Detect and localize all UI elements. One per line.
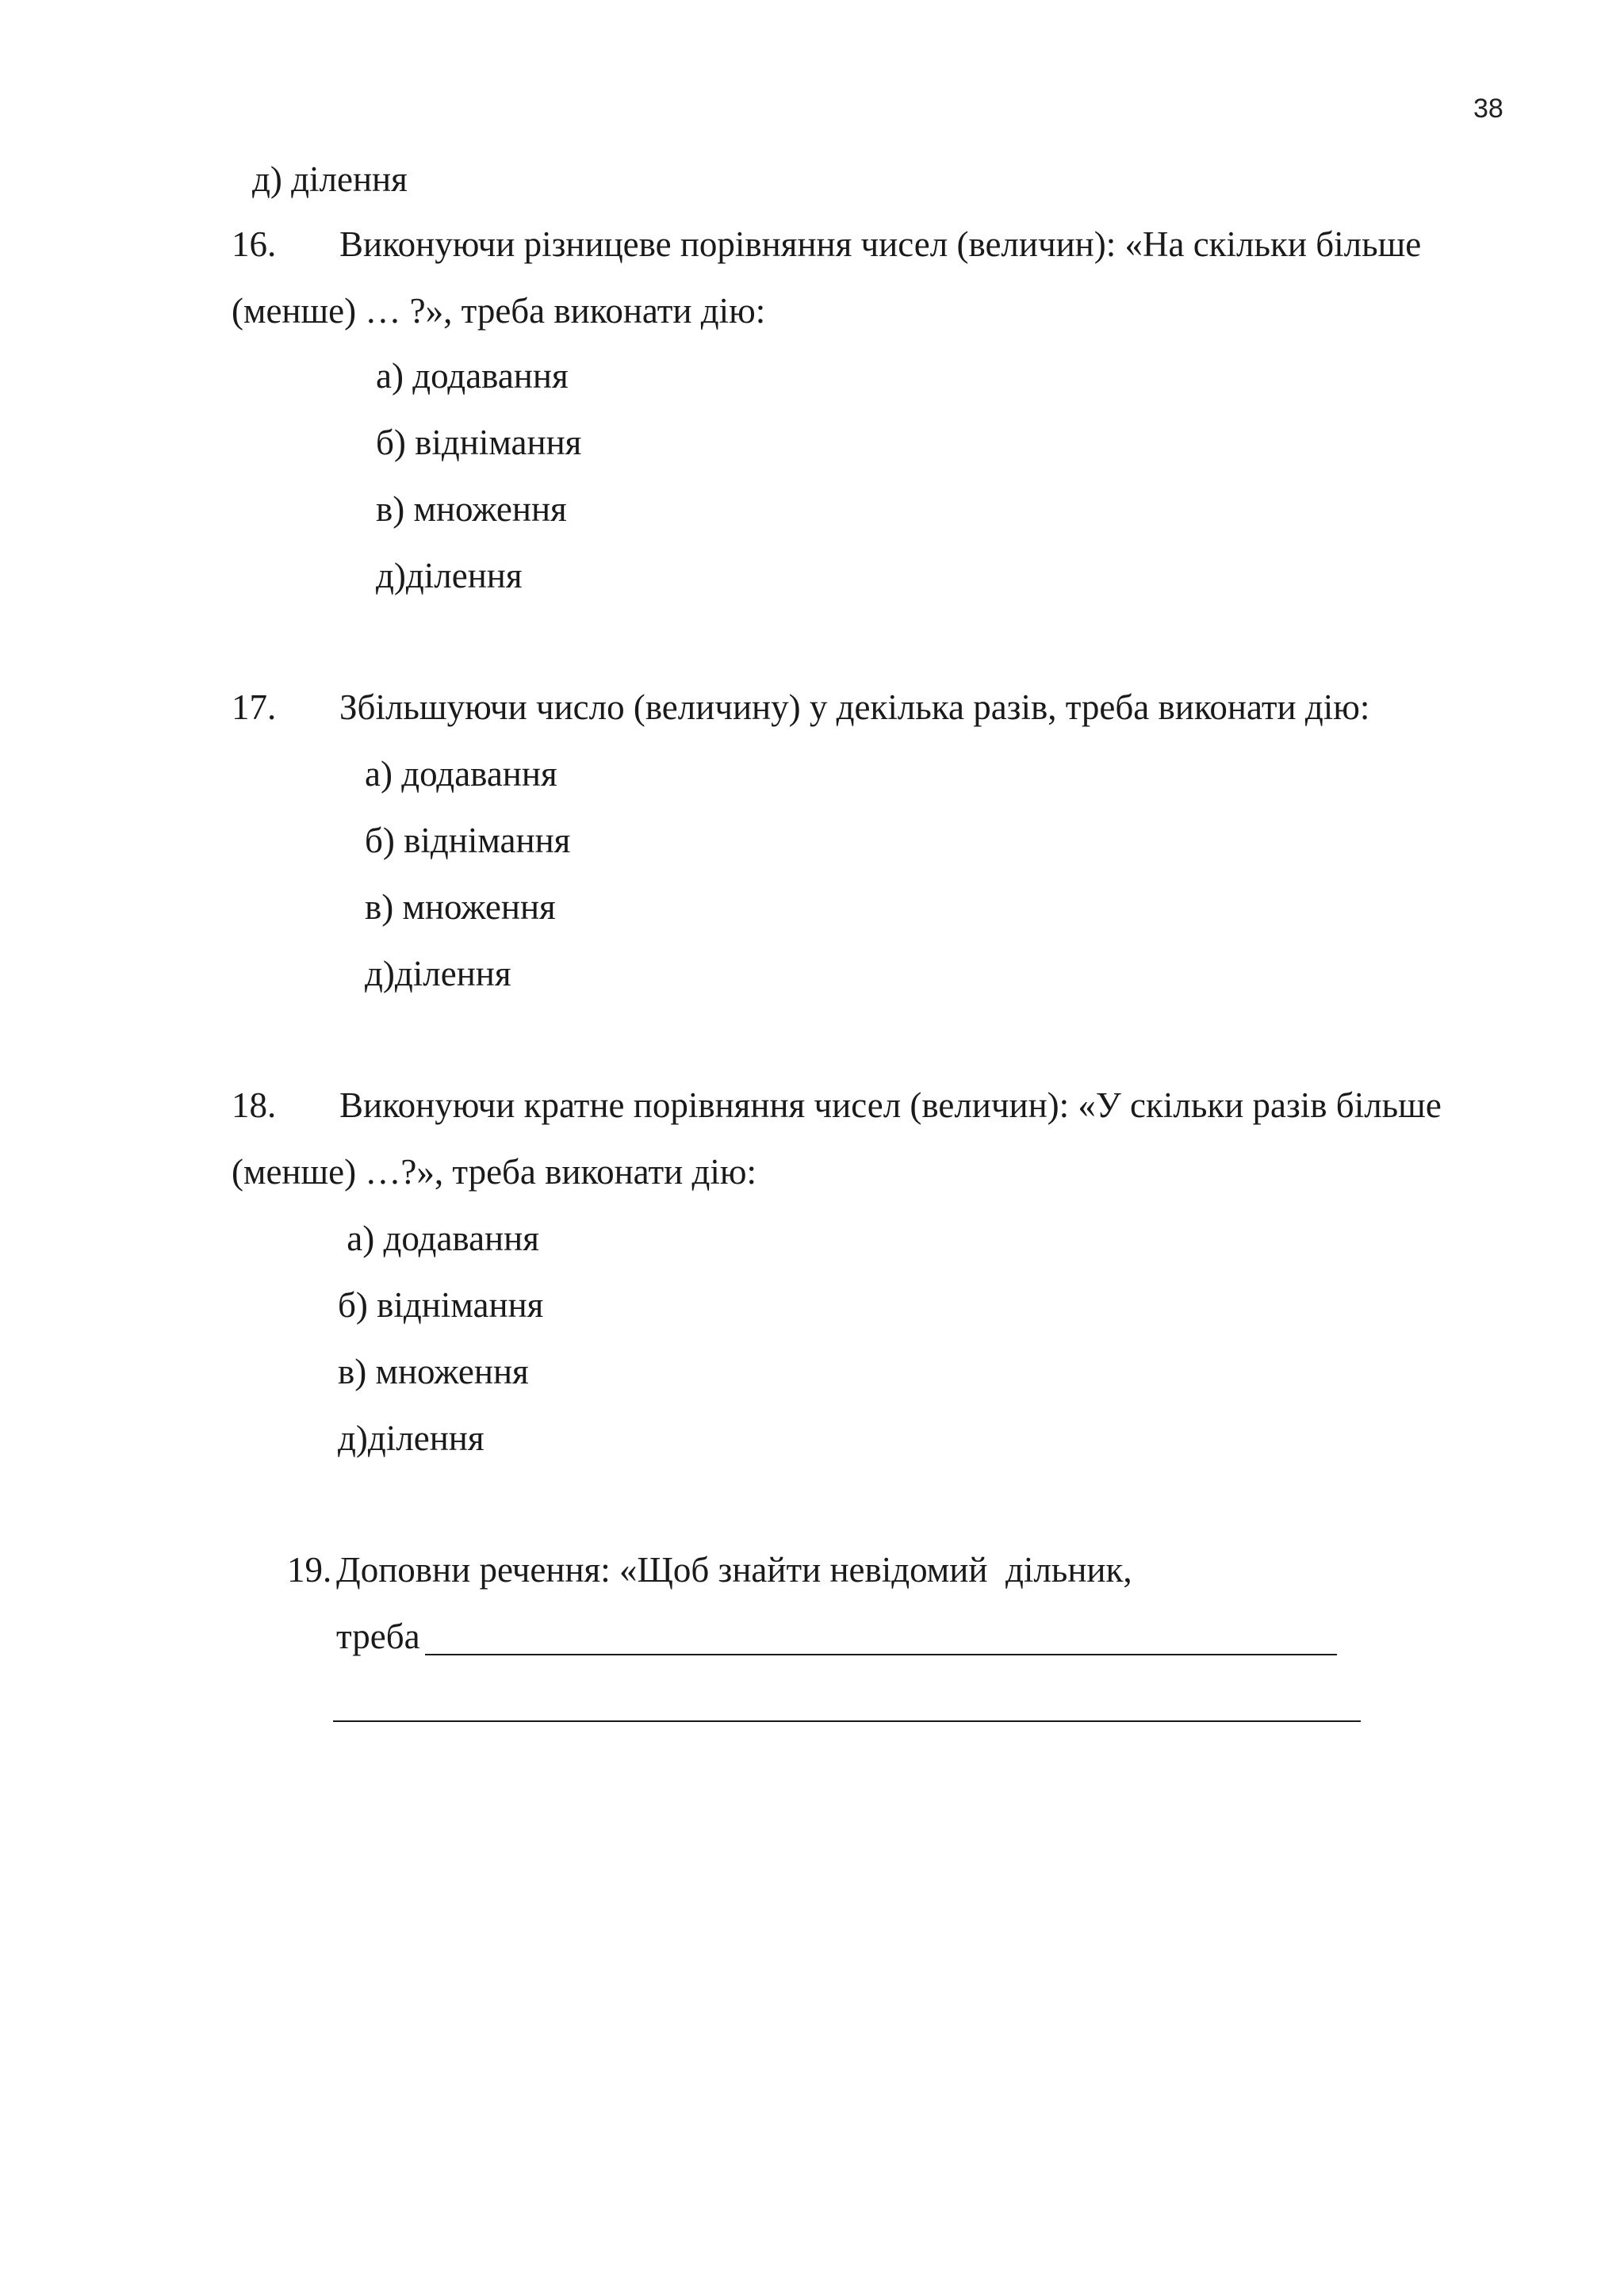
question-number: 19. xyxy=(287,1550,332,1590)
option-a: а) додавання xyxy=(338,1219,539,1258)
page-number: 38 xyxy=(1473,94,1503,124)
carryover-option: д) ділення xyxy=(252,159,408,199)
option-c: в) множення xyxy=(376,489,567,529)
question-text-line-1: Доповни речення: «Щоб знайти невідомий дільник, xyxy=(336,1550,1132,1590)
question-text-line-1: Збільшуючи число (величину) у декілька разів, треба виконати дію: xyxy=(339,687,1370,727)
question-text-line-1: Виконуючи кратне порівняння чисел (величин): «У скільки разів більше xyxy=(339,1085,1442,1125)
question-text-line-2: (менше) …?», треба виконати дію: xyxy=(232,1152,756,1192)
option-c: в) множення xyxy=(365,887,556,927)
option-d: д)ділення xyxy=(338,1418,485,1458)
question-text-line-2: треба xyxy=(336,1617,420,1656)
question-text-line-2: (менше) … ?», треба виконати дію: xyxy=(232,291,766,331)
option-b: б) віднімання xyxy=(338,1285,544,1325)
option-d: д)ділення xyxy=(376,556,523,595)
answer-blank-line-1[interactable] xyxy=(425,1654,1337,1655)
question-number: 17. xyxy=(232,687,277,727)
option-b: б) віднімання xyxy=(376,423,582,462)
answer-blank-line-2[interactable] xyxy=(333,1720,1361,1722)
option-c: в) множення xyxy=(338,1352,529,1391)
option-b: б) віднімання xyxy=(365,821,571,860)
option-d: д)ділення xyxy=(365,954,511,993)
option-a: а) додавання xyxy=(365,754,557,794)
question-number: 18. xyxy=(232,1085,277,1125)
question-text-line-1: Виконуючи різницеве порівняння чисел (величин): «На скільки більше xyxy=(339,224,1422,264)
option-a: а) додавання xyxy=(376,356,569,396)
question-number: 16. xyxy=(232,224,277,264)
